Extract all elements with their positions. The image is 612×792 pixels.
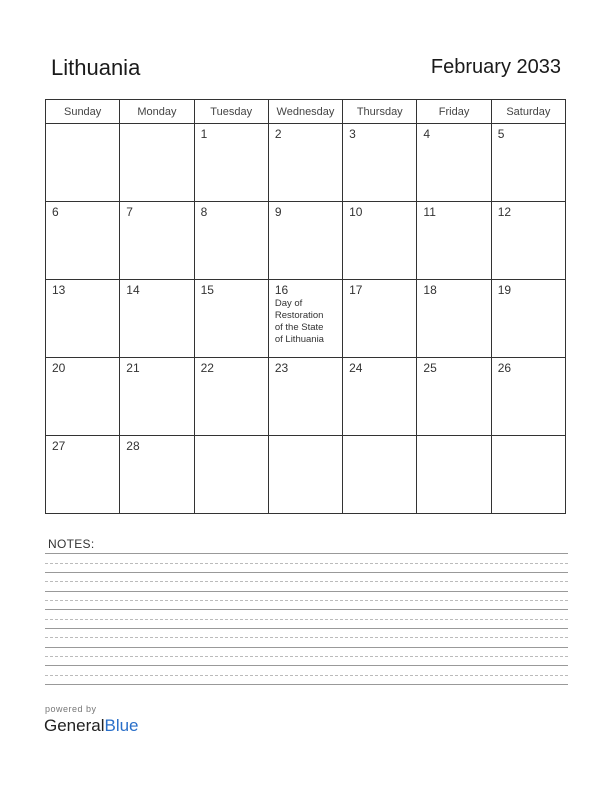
day-cell [46, 358, 120, 436]
holiday-label-line: of the State [274, 322, 324, 333]
day-number: 13 [52, 283, 66, 297]
day-number [195, 436, 268, 439]
holiday-label-line: Day of [274, 298, 303, 309]
week-row [46, 280, 566, 358]
day-number [120, 124, 193, 127]
notes-line [45, 665, 568, 666]
day-cell [120, 280, 194, 358]
notes-label: NOTES: [48, 537, 95, 551]
notes-line [45, 591, 568, 592]
notes-line [45, 609, 568, 610]
notes-line [45, 647, 568, 648]
day-cell [417, 280, 491, 358]
notes-line [45, 637, 568, 638]
day-number: 17 [349, 283, 363, 297]
notes-line [45, 628, 568, 629]
day-cell [120, 358, 194, 436]
country-title: Lithuania [51, 55, 141, 80]
notes-line [45, 572, 568, 573]
day-cell [194, 358, 268, 436]
day-cell [343, 280, 417, 358]
weekday-tuesday: Tuesday [194, 100, 268, 124]
calendar-grid [45, 99, 566, 514]
day-number: 16 [274, 283, 289, 297]
day-number: 5 [497, 127, 505, 141]
day-number: 3 [349, 127, 356, 141]
day-number: 6 [52, 205, 59, 219]
weekday-thursday: Thursday [343, 100, 417, 124]
weekday-header-row [46, 100, 566, 124]
day-number: 9 [274, 205, 282, 219]
day-cell [46, 124, 120, 202]
day-number: 28 [126, 439, 140, 453]
day-cell [194, 124, 268, 202]
week-row [46, 202, 566, 280]
powered-by-text: powered by [45, 704, 97, 714]
day-cell [194, 280, 268, 358]
day-cell [46, 436, 120, 514]
day-cell [268, 436, 342, 514]
weekday-sunday: Sunday [46, 100, 120, 124]
day-number [417, 436, 490, 439]
day-cell [417, 358, 491, 436]
day-number: 2 [274, 127, 282, 141]
day-number: 20 [52, 361, 66, 375]
weekday-wednesday: Wednesday [268, 100, 342, 124]
day-cell [194, 436, 268, 514]
day-cell [268, 124, 342, 202]
notes-line [45, 563, 568, 564]
day-cell [343, 436, 417, 514]
day-number [492, 436, 565, 439]
day-number: 27 [52, 439, 66, 453]
day-cell [491, 124, 565, 202]
day-cell [491, 436, 565, 514]
day-number [46, 124, 119, 127]
day-number: 1 [200, 127, 208, 141]
notes-line [45, 675, 568, 676]
day-cell [491, 202, 565, 280]
day-cell [120, 202, 194, 280]
logo-text-general: General [44, 716, 105, 735]
day-number: 8 [200, 205, 208, 219]
month-year-title: February 2033 [430, 56, 561, 78]
week-row [46, 436, 566, 514]
day-number: 14 [126, 283, 140, 297]
day-number [343, 436, 416, 439]
day-cell [120, 124, 194, 202]
day-cell [417, 124, 491, 202]
day-cell [268, 202, 342, 280]
day-cell [194, 202, 268, 280]
day-cell [491, 358, 565, 436]
notes-line [45, 600, 568, 601]
day-number [269, 436, 342, 439]
weekday-saturday: Saturday [491, 100, 565, 124]
week-row [46, 124, 566, 202]
day-number: 21 [126, 361, 140, 375]
day-number: 18 [423, 283, 437, 297]
holiday-label-line: Restoration [274, 310, 324, 321]
day-number: 15 [200, 283, 214, 297]
day-number: 19 [497, 283, 512, 297]
day-cell-holiday [268, 280, 342, 358]
holiday-label-line: of Lithuania [274, 334, 324, 345]
day-cell [343, 124, 417, 202]
week-row [46, 358, 566, 436]
notes-line [45, 581, 568, 582]
day-number: 4 [423, 127, 431, 141]
logo-text-blue: Blue [104, 716, 139, 735]
day-number: 22 [200, 361, 214, 375]
notes-line [45, 619, 568, 620]
day-cell [46, 280, 120, 358]
day-cell [343, 202, 417, 280]
day-number: 12 [497, 205, 512, 219]
weekday-monday: Monday [120, 100, 194, 124]
notes-line [45, 656, 568, 657]
day-number: 11 [423, 205, 436, 219]
day-number: 25 [423, 361, 437, 375]
day-number: 10 [349, 205, 363, 219]
day-cell [120, 436, 194, 514]
day-number: 24 [349, 361, 363, 375]
day-cell [417, 202, 491, 280]
day-cell [268, 358, 342, 436]
holiday-label [269, 297, 342, 346]
day-number: 23 [274, 361, 289, 375]
generalblue-logo [44, 716, 139, 736]
day-number: 26 [497, 361, 512, 375]
day-cell [417, 436, 491, 514]
day-cell [343, 358, 417, 436]
weekday-friday: Friday [417, 100, 491, 124]
day-cell [491, 280, 565, 358]
notes-line [45, 553, 568, 554]
notes-line [45, 684, 568, 685]
day-number: 7 [126, 205, 133, 219]
day-cell [46, 202, 120, 280]
